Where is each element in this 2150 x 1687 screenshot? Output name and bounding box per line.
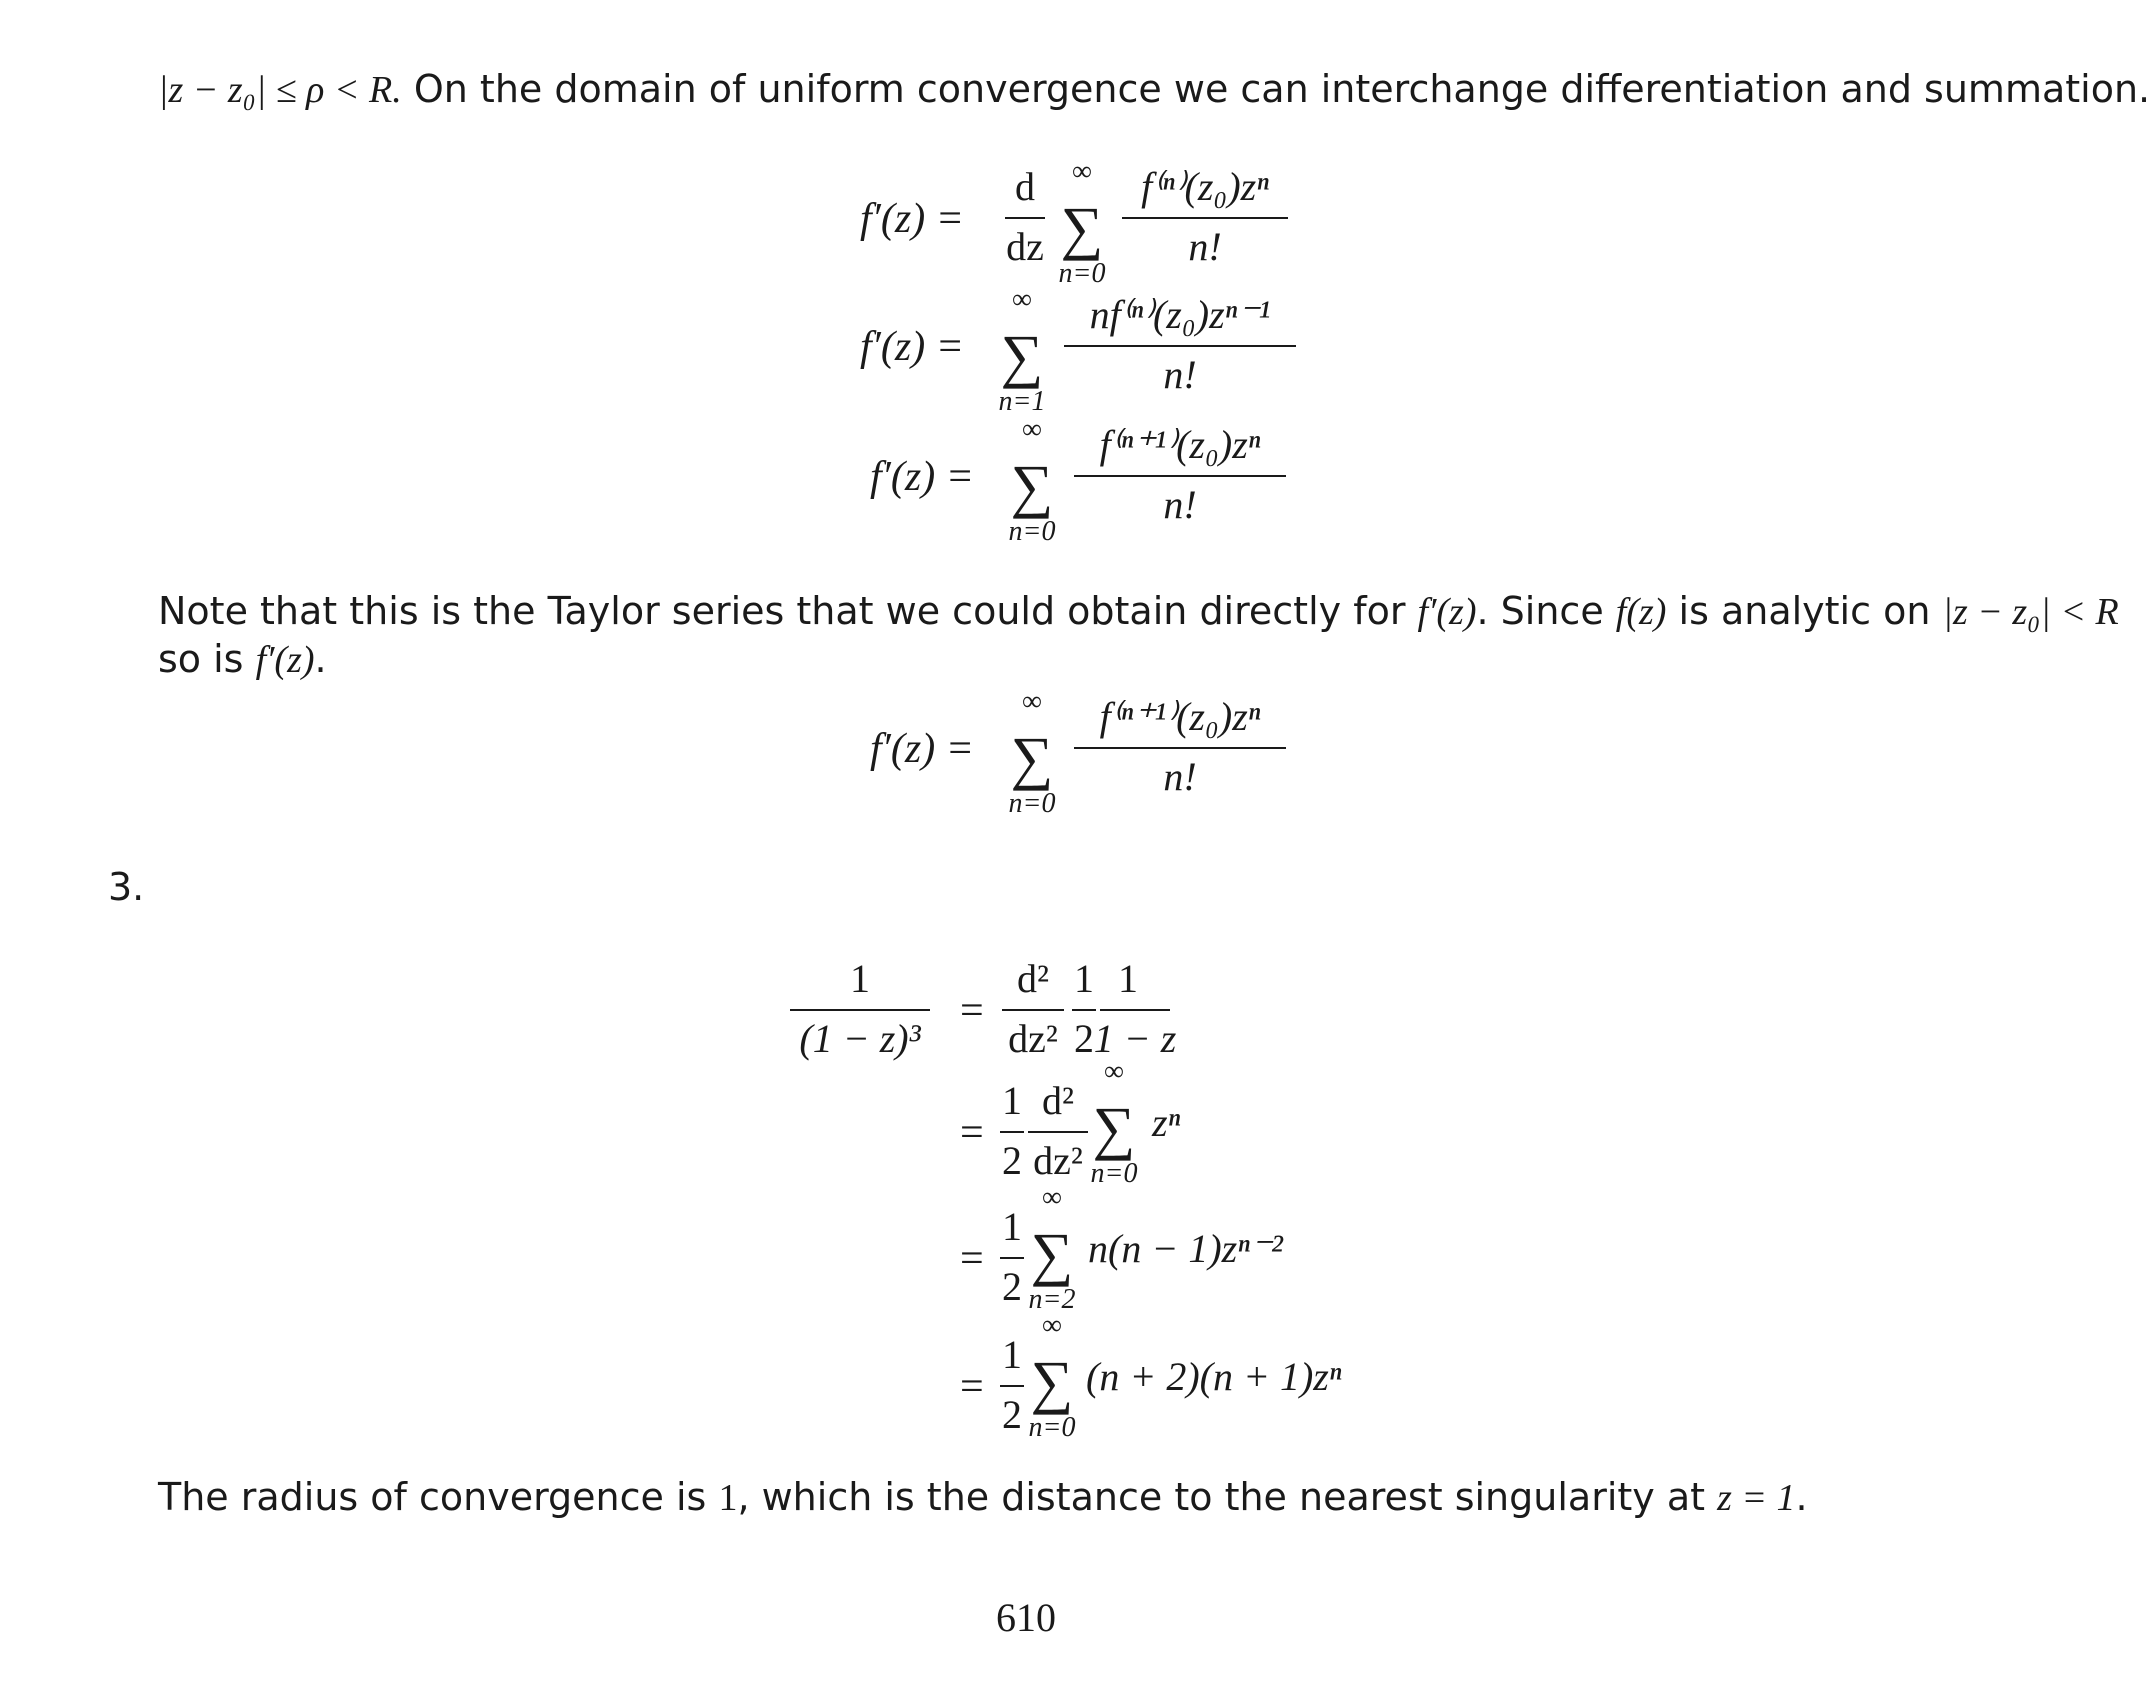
equals: = (960, 1110, 984, 1156)
sigma-icon: ∑ (1030, 1349, 1074, 1415)
paragraph-text: . (1795, 1475, 1808, 1519)
half-den: 2 (1074, 1016, 1094, 1061)
expansion-line-2 (960, 1056, 1181, 1189)
inline-math: 1 (718, 1477, 738, 1519)
paragraph-text: so is (158, 637, 256, 681)
sum-lower: n=2 (1028, 1284, 1076, 1315)
frac-den: n! (1163, 754, 1197, 799)
sum-lower: n=0 (1008, 516, 1056, 547)
paragraph-text: . (314, 637, 327, 681)
half-num: 1 (1074, 956, 1094, 1001)
sigma-icon: ∑ (1010, 725, 1054, 791)
paragraph-text: , which is the distance to the nearest singularity at (737, 1475, 1718, 1519)
half-num: 1 (1002, 1204, 1022, 1249)
sum-upper: ∞ (1104, 1056, 1124, 1087)
equation-block-derivative-series (860, 156, 1320, 550)
sigma-icon: ∑ (1092, 1095, 1136, 1161)
paragraph-text: is analytic on (1666, 589, 1943, 633)
equation-line-3 (870, 414, 1286, 547)
sum-upper: ∞ (1072, 156, 1092, 187)
sum-lower: n=0 (1090, 1158, 1138, 1189)
sum-upper: ∞ (1042, 1310, 1062, 1341)
lhs: f′(z) = (870, 726, 975, 772)
inline-math-domain: |z − z₀| ≤ ρ < R. (158, 69, 402, 111)
half-den: 2 (1002, 1264, 1022, 1309)
lhs-num: 1 (850, 956, 870, 1001)
paragraph-taylor-note (158, 584, 2119, 639)
list-number: 3. (108, 865, 145, 909)
inline-math: f′(z) (255, 639, 315, 681)
deriv-num: d² (1017, 956, 1049, 1001)
term: n(n − 1)zⁿ⁻² (1088, 1226, 1283, 1271)
sigma-icon: ∑ (1010, 453, 1054, 519)
deriv-den: dz (1006, 224, 1044, 269)
lhs-fraction (790, 956, 930, 1061)
paragraph-text: Note that this is the Taylor series that we could obtain directly for (158, 589, 1418, 633)
sigma-icon: ∑ (1000, 323, 1044, 389)
equals: = (960, 1364, 984, 1410)
geom-num: 1 (1118, 956, 1138, 1001)
frac-den: n! (1163, 482, 1197, 527)
geom-den: 1 − z (1093, 1016, 1177, 1061)
expansion-line-3 (960, 1182, 1284, 1315)
paragraph-radius (158, 1470, 1808, 1525)
deriv-den: dz² (1033, 1138, 1083, 1183)
paragraph-text: On the domain of uniform convergence we can interchange differentiation and summation. (401, 67, 2150, 111)
frac-den: n! (1163, 352, 1197, 397)
half-num: 1 (1002, 1078, 1022, 1123)
sum-upper: ∞ (1042, 1182, 1062, 1213)
term: zⁿ (1152, 1100, 1181, 1145)
equation-line-2 (860, 284, 1296, 417)
deriv-den: dz² (1008, 1016, 1058, 1061)
sigma-icon: ∑ (1030, 1221, 1074, 1287)
frac-num: f⁽ⁿ⁾(z₀)zⁿ (1141, 164, 1269, 209)
equals: = (960, 1236, 984, 1282)
inline-math: |z − z₀| < R (1942, 591, 2119, 633)
paragraph-text: . Since (1476, 589, 1616, 633)
equals: = (960, 988, 984, 1034)
sum-upper: ∞ (1022, 686, 1042, 717)
page-number: 610 (996, 1595, 1056, 1640)
half-den: 2 (1002, 1138, 1022, 1183)
frac-num: f⁽ⁿ⁺¹⁾(z₀)zⁿ (1099, 422, 1261, 467)
lhs: f′(z) = (860, 324, 965, 370)
term: (n + 2)(n + 1)zⁿ (1086, 1354, 1342, 1399)
sum-lower: n=0 (1028, 1412, 1076, 1443)
expansion-line-1 (960, 956, 1177, 1061)
equation-line-1 (860, 156, 1288, 289)
sigma-icon: ∑ (1060, 195, 1104, 261)
inline-math: z = 1 (1717, 1477, 1796, 1519)
equation-block-taylor-derivative (860, 686, 1320, 820)
sum-lower: n=0 (1058, 258, 1106, 289)
paragraph-uniform-convergence (158, 62, 2150, 117)
frac-den: n! (1188, 224, 1222, 269)
frac-num: f⁽ⁿ⁺¹⁾(z₀)zⁿ (1099, 694, 1261, 739)
frac-num: nf⁽ⁿ⁾(z₀)zⁿ⁻¹ (1089, 292, 1271, 337)
expansion-line-4 (960, 1310, 1342, 1443)
lhs: f′(z) = (860, 196, 965, 242)
sum-upper: ∞ (1022, 414, 1042, 445)
half-den: 2 (1002, 1392, 1022, 1437)
inline-math: f′(z) (1417, 591, 1477, 633)
inline-math: f(z) (1615, 591, 1667, 633)
sum-lower: n=0 (1008, 788, 1056, 819)
deriv-num: d (1015, 164, 1035, 209)
half-num: 1 (1002, 1332, 1022, 1377)
deriv-num: d² (1042, 1078, 1074, 1123)
equation-block-cubic-expansion (790, 940, 1390, 1443)
lhs-den: (1 − z)³ (799, 1016, 921, 1061)
lhs: f′(z) = (870, 454, 975, 500)
sum-lower: n=1 (998, 386, 1046, 417)
paragraph-text: The radius of convergence is (158, 1475, 719, 1519)
paragraph-taylor-note-continued (158, 632, 327, 687)
sum-upper: ∞ (1012, 284, 1032, 315)
